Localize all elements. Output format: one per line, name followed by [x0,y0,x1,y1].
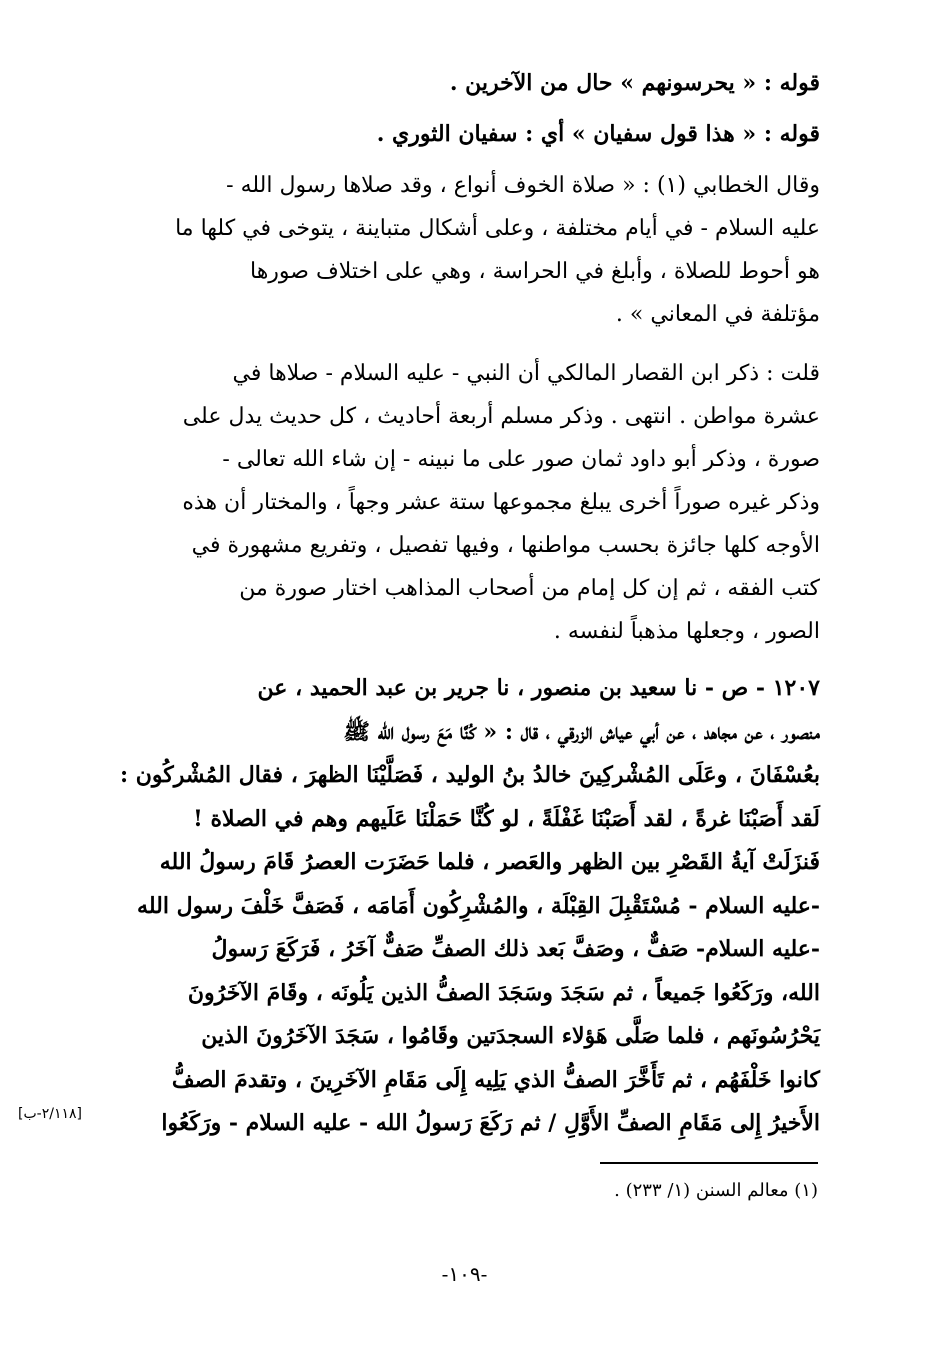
main-text [120,62,820,1146]
text-line: قلت : ذكر ابن القصار المالكي أن النبي - عليه السلام - صلاها في [232,361,820,386]
margin-reference: [٢/١١٨-ب] [18,1106,82,1122]
paragraph-1: قوله : « يحرسونهم » حال من الآخرين . [449,70,820,96]
text-line: عليه السلام - في أيام مختلفة ، وعلى أشكال متباينة ، يتوخى في كلها ما [175,216,820,241]
text-line: الأوجه كلها جائزة بحسب مواطنها ، وفيها تفصيل ، وتفريع مشهورة في [191,533,820,558]
text-line: الصور ، وجعلها مذهباً لنفسه . [553,619,820,644]
hadith-line: كانوا خَلْفَهُم ، ثم تَأَخَّرَ الصفُّ الذي يَلِيه إِلَى مَقَامِ الآخَرِينَ ، وتقدمَ الصفُّ [171,1066,820,1093]
hadith-line: -عليه السلام - مُسْتَقْبِلَ القِبْلَة ، والمُشْرِكُون أَمَامَه ، فَصَفَّ خَلْفَ رسول الله [137,892,820,919]
text-line: كتب الفقه ، ثم إن كل إمام من أصحاب المذاهب اختار صورة من [239,576,820,601]
paragraph-2: قوله : « هذا قول سفيان » أي : سفيان الثوري . [376,121,820,147]
text-line: عشرة مواطن . انتهى . وذكر مسلم أربعة أحاديث ، كل حديث يدل على [182,404,820,429]
paragraph-4 [130,352,820,653]
hadith-paragraph [120,667,820,1146]
hadith-line: بعُسْفَانَ ، وعَلَى المُشْركِينَ خالدُ بنُ الوليد ، فَصَلَّيْنَا الظهرَ ، فقال المُشْركُون : [120,762,820,788]
footnote-divider [600,1162,818,1164]
text-line: مؤتلفة في المعاني » . [615,302,820,327]
hadith-line: -عليه السلام- صَفٌّ ، وصَفَّ بَعد ذلك الصفِّ صَفٌّ آخَرُ ، فَرَكَعَ رَسولُ [211,936,820,962]
page-number: -١٠٩- [441,1262,488,1286]
hadith-line: لَقد أَصَبْنَا غرةً ، لقد أَصَبْنَا غَفْلَةً ، لو كُنَّا حَمَلْنَا عَلَيهم وهم في الصلاة ! [193,805,820,832]
hadith-line: فَنزَلَتْ آيةُ القَصْرِ بين الظهر والعَصر ، فلما حَضَرَت العصرُ قَامَ رسولُ الله [159,849,820,875]
hadith-line: الله، ورَكَعُوا جَميعاً ، ثم سَجَدَ وسَجَدَ الصفُّ الذين يَلُونَه ، وقَامَ الآخَرُونَ [187,979,820,1006]
footnote: (١) معالم السنن (١/ ٢٣٣) . [614,1180,818,1201]
hadith-line: ١٢٠٧ - ص - نا سعيد بن منصور ، نا جرير بن عبد الحميد ، عن [257,675,820,701]
hadith-line: يَحْرُسُونَهم ، فلما صَلَّى هَؤلاء السجدَتين وقَامُوا ، سَجَدَ الآخَرُونَ الذين [201,1023,820,1049]
text-line: وذكر غيره صوراً أخرى يبلغ مجموعها ستة عشر وجهاً ، والمختار أن هذه [182,490,820,515]
text-line: وقال الخطابي (١) : « صلاة الخوف أنواع ، وقد صلاها رسول الله - [226,173,820,198]
paragraph-3 [130,164,820,336]
hadith-line: الأَخيرُ إِلى مَقَامِ الصفِّ الأَوَّلِ / ثم رَكَعَ رَسولُ الله - عليه السلام - ورَكَعُوا [161,1110,820,1136]
hadith-line: منصور ، عن مجاهد ، عن أبي عياش الزرقي ، قال : « كُنَّا مَعَ رسول الله ﷺ [343,718,820,745]
text-line: هو أحوط للصلاة ، وأبلغ في الحراسة ، وهي على اختلاف صورها [249,259,820,284]
text-line: صورة ، وذكر أبو داود ثمان صور على ما نبينه - إن شاء الله تعالى - [222,447,820,472]
